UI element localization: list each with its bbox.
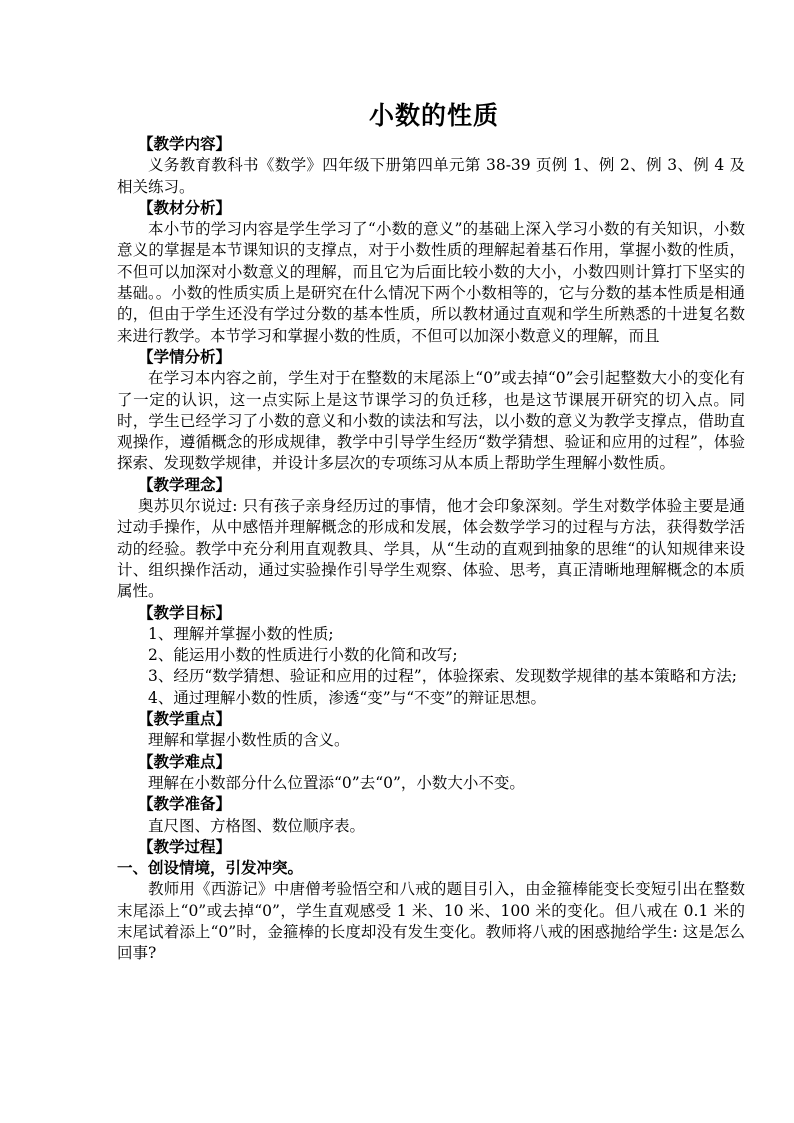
process-step-1-title: 一、创设情境，引发冲突。 — [117, 859, 304, 878]
section-body-student-analysis: 在学习本内容之前，学生对于在整数的末尾添上“0”或去掉“0”会引起整数大小的变化有了一定的认识，这一点实际上是这节课学习的负迁移，也是这节课展开研究的切入点。同时，学生已经学习了小数的意义和小数的读法和写法，以小数的意义为教学支撑点，借助直观操作，遵循概念的形成规律，教学中引导学生经历“数学猜想、验证和应用的过程”，体验探索、发现数学规律，并设计多层次的专项练习从本质上帮助学生理解小数性质。 — [117, 369, 745, 473]
section-heading-student-analysis: 【学情分析】 — [138, 347, 232, 366]
process-step-1-body: 教师用《西游记》中唐僧考验悟空和八戒的题目引入，由金箍棒能变长变短引出在整数末尾添上“0”或去掉“0”，学生直观感受 1 米、10 米、100 米的变化。但八戒在 0.1 米的末尾试着添上“0”时，金箍棒的长度却没有发生变化。教师将八戒的困惑抛给学生: 这是怎么回事? — [117, 880, 745, 963]
section-heading-preparation: 【教学准备】 — [138, 795, 232, 814]
goal-item-3: 3、经历“数学猜想、验证和应用的过程”，体验探索、发现数学规律的基本策略和方法; — [148, 667, 737, 686]
section-body-preparation: 直尺图、方格图、数位顺序表。 — [148, 816, 366, 835]
goal-item-4: 4、通过理解小数的性质，渗透“变”与“不变”的辩证思想。 — [148, 688, 547, 707]
section-body-material-analysis: 本小节的学习内容是学生学习了“小数的意义”的基础上深入学习小数的有关知识，小数意义的掌握是本节课知识的支撑点，对于小数性质的理解起着基石作用，掌握小数的性质，不但可以加深对小数意义的理解，而且它为后面比较小数的大小，小数四则计算打下坚实的基础。。小数的性质实质上是研究在什么情况下两个小数相等的，它与分数的基本性质是相通的，但由于学生还没有学过分数的基本性质，所以教材通过直观和学生所熟悉的十进复名数来进行教学。本节学习和掌握小数的性质，不但可以加深小数意义的理解，而且 — [117, 220, 745, 345]
document-page — [117, 98, 745, 965]
page-title: 小数的性质 — [368, 101, 499, 130]
goal-item-1: 1、理解并掌握小数的性质; — [148, 624, 334, 643]
section-heading-difficulty: 【教学难点】 — [138, 752, 232, 771]
section-body-key-point: 理解和掌握小数性质的含义。 — [148, 731, 350, 750]
section-heading-process: 【教学过程】 — [138, 837, 232, 856]
goal-item-2: 2、能运用小数的性质进行小数的化简和改写; — [148, 646, 458, 665]
section-body-teaching-philosophy: 奥苏贝尔说过: 只有孩子亲身经历过的事情，他才会印象深刻。学生对数学体验主要是通过动手操作，从中感悟并理解概念的形成和发展，体会数学学习的过程与方法，获得数学活动的经验。教学中充分利用直观教具、学具，从“生动的直观到抽象的思维“的认知规律来设计、组织操作活动，通过实验操作引导学生观察、体验、思考，真正清晰地理解概念的本质属性。 — [117, 497, 745, 601]
section-heading-key-point: 【教学重点】 — [138, 710, 232, 729]
section-body-difficulty: 理解在小数部分什么位置添“0”去“0”，小数大小不变。 — [148, 773, 525, 792]
section-heading-material-analysis: 【教材分析】 — [138, 198, 232, 217]
section-heading-teaching-philosophy: 【教学理念】 — [138, 475, 232, 494]
section-heading-content: 【教学内容】 — [138, 135, 232, 153]
section-heading-goals: 【教学目标】 — [138, 603, 232, 622]
section-body-content: 义务教育教科书《数学》四年级下册第四单元第 38-39 页例 1、例 2、例 3、例 4 及相关练习。 — [117, 156, 745, 196]
